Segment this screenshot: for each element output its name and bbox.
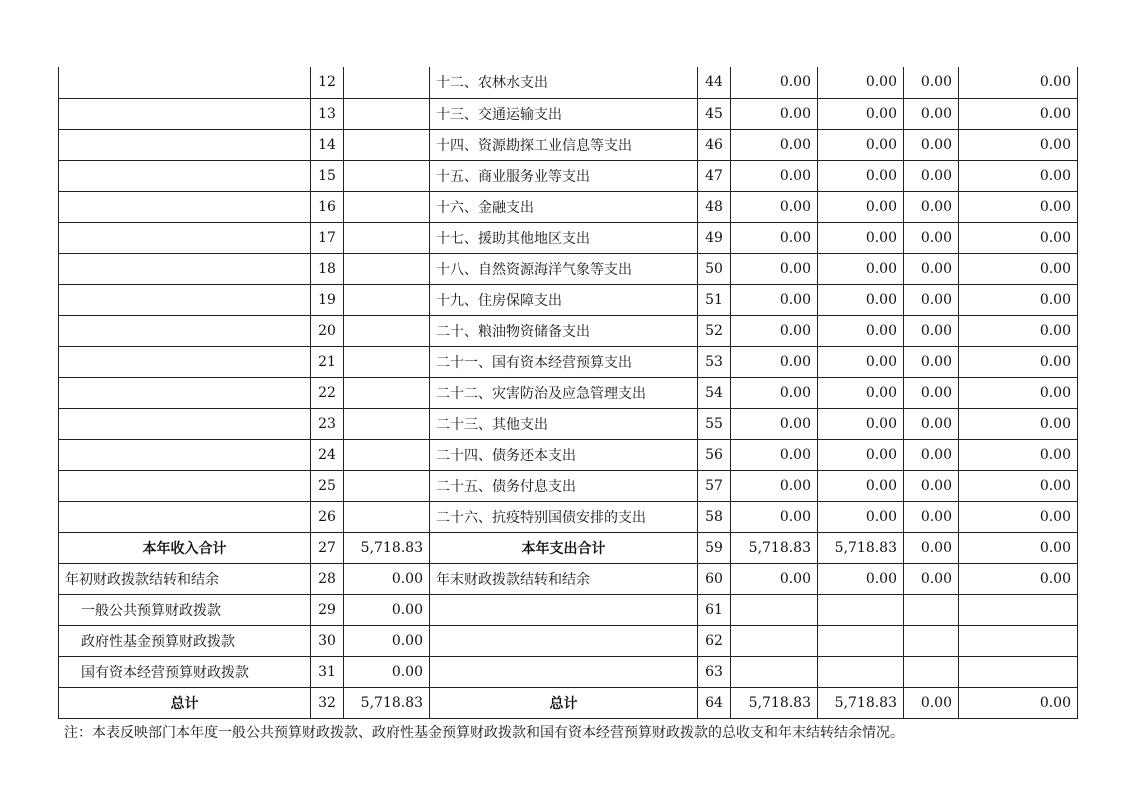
table-row (59, 625, 1078, 656)
income-amount-cell: 0.00 (344, 656, 430, 687)
income-item-cell (59, 98, 311, 129)
income-amount-cell (344, 439, 430, 470)
general-budget-cell: 0.00 (818, 346, 904, 377)
expense-item-cell: 十六、金融支出 (430, 191, 698, 222)
table-body (59, 67, 1078, 718)
expense-item-cell: 十七、援助其他地区支出 (430, 222, 698, 253)
table-row (59, 191, 1078, 222)
gov-fund-cell: 0.00 (904, 284, 959, 315)
expense-line-no-cell: 59 (698, 532, 731, 563)
expense-total-cell: 5,718.83 (731, 687, 818, 718)
income-amount-cell (344, 408, 430, 439)
table-row (59, 377, 1078, 408)
state-capital-cell: 0.00 (959, 67, 1078, 98)
expense-line-no-cell: 58 (698, 501, 731, 532)
gov-fund-cell: 0.00 (904, 377, 959, 408)
income-amount-cell (344, 67, 430, 98)
income-amount-cell: 0.00 (344, 625, 430, 656)
state-capital-cell (959, 594, 1078, 625)
income-line-no-cell: 29 (311, 594, 344, 625)
expense-item-cell: 本年支出合计 (430, 532, 698, 563)
expense-line-no-cell: 46 (698, 129, 731, 160)
income-amount-cell (344, 222, 430, 253)
income-line-no-cell: 21 (311, 346, 344, 377)
expense-total-cell: 0.00 (731, 129, 818, 160)
expense-item-cell: 十三、交通运输支出 (430, 98, 698, 129)
general-budget-cell: 0.00 (818, 501, 904, 532)
income-amount-cell (344, 346, 430, 377)
expense-item-cell: 二十一、国有资本经营预算支出 (430, 346, 698, 377)
expense-item-cell: 二十五、债务付息支出 (430, 470, 698, 501)
expense-item-cell: 十八、自然资源海洋气象等支出 (430, 253, 698, 284)
expense-line-no-cell: 53 (698, 346, 731, 377)
general-budget-cell: 0.00 (818, 253, 904, 284)
income-item-cell: 本年收入合计 (59, 532, 311, 563)
expense-total-cell: 0.00 (731, 377, 818, 408)
expense-item-cell: 十九、住房保障支出 (430, 284, 698, 315)
expense-item-cell: 二十、粮油物资储备支出 (430, 315, 698, 346)
expense-total-cell: 5,718.83 (731, 532, 818, 563)
income-amount-cell: 5,718.83 (344, 532, 430, 563)
general-budget-cell: 0.00 (818, 222, 904, 253)
income-amount-cell (344, 160, 430, 191)
state-capital-cell: 0.00 (959, 439, 1078, 470)
table-row (59, 284, 1078, 315)
income-amount-cell (344, 191, 430, 222)
income-amount-cell (344, 470, 430, 501)
table-row (59, 315, 1078, 346)
gov-fund-cell: 0.00 (904, 346, 959, 377)
expense-total-cell: 0.00 (731, 284, 818, 315)
income-item-cell: 总计 (59, 687, 311, 718)
table-row (59, 346, 1078, 377)
income-item-cell (59, 222, 311, 253)
state-capital-cell: 0.00 (959, 98, 1078, 129)
expense-line-no-cell: 60 (698, 563, 731, 594)
expense-item-cell: 十四、资源勘探工业信息等支出 (430, 129, 698, 160)
expense-total-cell: 0.00 (731, 160, 818, 191)
income-line-no-cell: 23 (311, 408, 344, 439)
expense-item-cell: 二十六、抗疫特别国债安排的支出 (430, 501, 698, 532)
state-capital-cell (959, 656, 1078, 687)
state-capital-cell: 0.00 (959, 284, 1078, 315)
expense-total-cell: 0.00 (731, 253, 818, 284)
state-capital-cell: 0.00 (959, 501, 1078, 532)
expense-total-cell: 0.00 (731, 315, 818, 346)
gov-fund-cell: 0.00 (904, 253, 959, 284)
general-budget-cell: 5,718.83 (818, 687, 904, 718)
general-budget-cell: 0.00 (818, 377, 904, 408)
income-item-cell (59, 191, 311, 222)
gov-fund-cell: 0.00 (904, 687, 959, 718)
income-line-no-cell: 24 (311, 439, 344, 470)
expense-line-no-cell: 48 (698, 191, 731, 222)
table-row (59, 470, 1078, 501)
state-capital-cell: 0.00 (959, 253, 1078, 284)
income-line-no-cell: 19 (311, 284, 344, 315)
gov-fund-cell (904, 656, 959, 687)
expense-item-cell: 二十三、其他支出 (430, 408, 698, 439)
table-row (59, 594, 1078, 625)
income-line-no-cell: 31 (311, 656, 344, 687)
gov-fund-cell: 0.00 (904, 470, 959, 501)
expense-item-cell (430, 594, 698, 625)
expense-item-cell (430, 656, 698, 687)
table-row (59, 656, 1078, 687)
income-item-cell: 年初财政拨款结转和结余 (59, 563, 311, 594)
income-amount-cell (344, 253, 430, 284)
state-capital-cell: 0.00 (959, 408, 1078, 439)
general-budget-cell (818, 625, 904, 656)
income-line-no-cell: 13 (311, 98, 344, 129)
table-row (59, 532, 1078, 563)
income-line-no-cell: 26 (311, 501, 344, 532)
income-amount-cell (344, 315, 430, 346)
income-line-no-cell: 28 (311, 563, 344, 594)
expense-total-cell: 0.00 (731, 563, 818, 594)
expense-total-cell (731, 625, 818, 656)
expense-total-cell: 0.00 (731, 222, 818, 253)
income-item-cell: 国有资本经营预算财政拨款 (59, 656, 311, 687)
table-row (59, 687, 1078, 718)
general-budget-cell (818, 594, 904, 625)
expense-total-cell: 0.00 (731, 346, 818, 377)
table-row (59, 160, 1078, 191)
state-capital-cell: 0.00 (959, 191, 1078, 222)
table-row (59, 408, 1078, 439)
general-budget-cell: 0.00 (818, 98, 904, 129)
gov-fund-cell: 0.00 (904, 67, 959, 98)
income-item-cell (59, 346, 311, 377)
general-budget-cell: 0.00 (818, 315, 904, 346)
expense-total-cell: 0.00 (731, 98, 818, 129)
table-note: 注：本表反映部门本年度一般公共预算财政拨款、政府性基金预算财政拨款和国有资本经营预算财政拨款的总收支和年末结转结余情况。 (64, 725, 904, 741)
income-item-cell (59, 160, 311, 191)
gov-fund-cell (904, 594, 959, 625)
income-line-no-cell: 22 (311, 377, 344, 408)
income-item-cell (59, 284, 311, 315)
income-amount-cell (344, 98, 430, 129)
state-capital-cell: 0.00 (959, 315, 1078, 346)
table-row (59, 501, 1078, 532)
income-line-no-cell: 18 (311, 253, 344, 284)
income-item-cell (59, 408, 311, 439)
gov-fund-cell: 0.00 (904, 191, 959, 222)
income-line-no-cell: 25 (311, 470, 344, 501)
expense-line-no-cell: 49 (698, 222, 731, 253)
state-capital-cell: 0.00 (959, 532, 1078, 563)
income-amount-cell (344, 377, 430, 408)
expense-item-cell: 二十四、债务还本支出 (430, 439, 698, 470)
income-line-no-cell: 27 (311, 532, 344, 563)
income-amount-cell (344, 284, 430, 315)
expense-line-no-cell: 50 (698, 253, 731, 284)
expense-line-no-cell: 63 (698, 656, 731, 687)
income-item-cell (59, 501, 311, 532)
income-line-no-cell: 17 (311, 222, 344, 253)
expense-total-cell: 0.00 (731, 67, 818, 98)
state-capital-cell: 0.00 (959, 687, 1078, 718)
expense-item-cell: 年末财政拨款结转和结余 (430, 563, 698, 594)
table-row (59, 98, 1078, 129)
table-row (59, 439, 1078, 470)
general-budget-cell: 0.00 (818, 160, 904, 191)
expense-total-cell (731, 594, 818, 625)
gov-fund-cell: 0.00 (904, 532, 959, 563)
gov-fund-cell: 0.00 (904, 129, 959, 160)
table-row (59, 222, 1078, 253)
expense-total-cell: 0.00 (731, 191, 818, 222)
expense-total-cell (731, 656, 818, 687)
income-item-cell (59, 315, 311, 346)
state-capital-cell: 0.00 (959, 222, 1078, 253)
general-budget-cell (818, 656, 904, 687)
income-line-no-cell: 12 (311, 67, 344, 98)
general-budget-cell: 0.00 (818, 129, 904, 160)
income-line-no-cell: 30 (311, 625, 344, 656)
expense-line-no-cell: 64 (698, 687, 731, 718)
general-budget-cell: 5,718.83 (818, 532, 904, 563)
expense-line-no-cell: 56 (698, 439, 731, 470)
income-amount-cell (344, 129, 430, 160)
income-item-cell (59, 129, 311, 160)
expense-line-no-cell: 52 (698, 315, 731, 346)
income-amount-cell: 0.00 (344, 563, 430, 594)
table-row (59, 129, 1078, 160)
income-line-no-cell: 20 (311, 315, 344, 346)
expense-item-cell (430, 625, 698, 656)
income-item-cell (59, 67, 311, 98)
gov-fund-cell: 0.00 (904, 439, 959, 470)
expense-item-cell: 十二、农林水支出 (430, 67, 698, 98)
state-capital-cell: 0.00 (959, 563, 1078, 594)
general-budget-cell: 0.00 (818, 439, 904, 470)
income-item-cell (59, 377, 311, 408)
expense-line-no-cell: 51 (698, 284, 731, 315)
income-line-no-cell: 32 (311, 687, 344, 718)
income-item-cell (59, 253, 311, 284)
gov-fund-cell (904, 625, 959, 656)
expense-line-no-cell: 44 (698, 67, 731, 98)
gov-fund-cell: 0.00 (904, 222, 959, 253)
expense-total-cell: 0.00 (731, 408, 818, 439)
gov-fund-cell: 0.00 (904, 408, 959, 439)
expense-line-no-cell: 55 (698, 408, 731, 439)
expense-total-cell: 0.00 (731, 439, 818, 470)
general-budget-cell: 0.00 (818, 284, 904, 315)
income-line-no-cell: 16 (311, 191, 344, 222)
gov-fund-cell: 0.00 (904, 563, 959, 594)
income-amount-cell: 0.00 (344, 594, 430, 625)
expense-total-cell: 0.00 (731, 470, 818, 501)
table-row (59, 67, 1078, 98)
expense-line-no-cell: 57 (698, 470, 731, 501)
expense-item-cell: 总计 (430, 687, 698, 718)
income-line-no-cell: 15 (311, 160, 344, 191)
general-budget-cell: 0.00 (818, 67, 904, 98)
expense-item-cell: 十五、商业服务业等支出 (430, 160, 698, 191)
income-amount-cell (344, 501, 430, 532)
expense-total-cell: 0.00 (731, 501, 818, 532)
general-budget-cell: 0.00 (818, 408, 904, 439)
general-budget-cell: 0.00 (818, 470, 904, 501)
expense-item-cell: 二十二、灾害防治及应急管理支出 (430, 377, 698, 408)
state-capital-cell (959, 625, 1078, 656)
income-line-no-cell: 14 (311, 129, 344, 160)
gov-fund-cell: 0.00 (904, 98, 959, 129)
state-capital-cell: 0.00 (959, 129, 1078, 160)
table-row (59, 563, 1078, 594)
state-capital-cell: 0.00 (959, 470, 1078, 501)
general-budget-cell: 0.00 (818, 191, 904, 222)
table-row (59, 253, 1078, 284)
expense-line-no-cell: 47 (698, 160, 731, 191)
state-capital-cell: 0.00 (959, 377, 1078, 408)
gov-fund-cell: 0.00 (904, 315, 959, 346)
state-capital-cell: 0.00 (959, 160, 1078, 191)
income-item-cell (59, 439, 311, 470)
expense-line-no-cell: 54 (698, 377, 731, 408)
expense-line-no-cell: 62 (698, 625, 731, 656)
expense-line-no-cell: 61 (698, 594, 731, 625)
expense-line-no-cell: 45 (698, 98, 731, 129)
income-amount-cell: 5,718.83 (344, 687, 430, 718)
income-item-cell (59, 470, 311, 501)
budget-table (58, 67, 1078, 719)
income-item-cell: 一般公共预算财政拨款 (59, 594, 311, 625)
state-capital-cell: 0.00 (959, 346, 1078, 377)
gov-fund-cell: 0.00 (904, 160, 959, 191)
income-item-cell: 政府性基金预算财政拨款 (59, 625, 311, 656)
general-budget-cell: 0.00 (818, 563, 904, 594)
gov-fund-cell: 0.00 (904, 501, 959, 532)
